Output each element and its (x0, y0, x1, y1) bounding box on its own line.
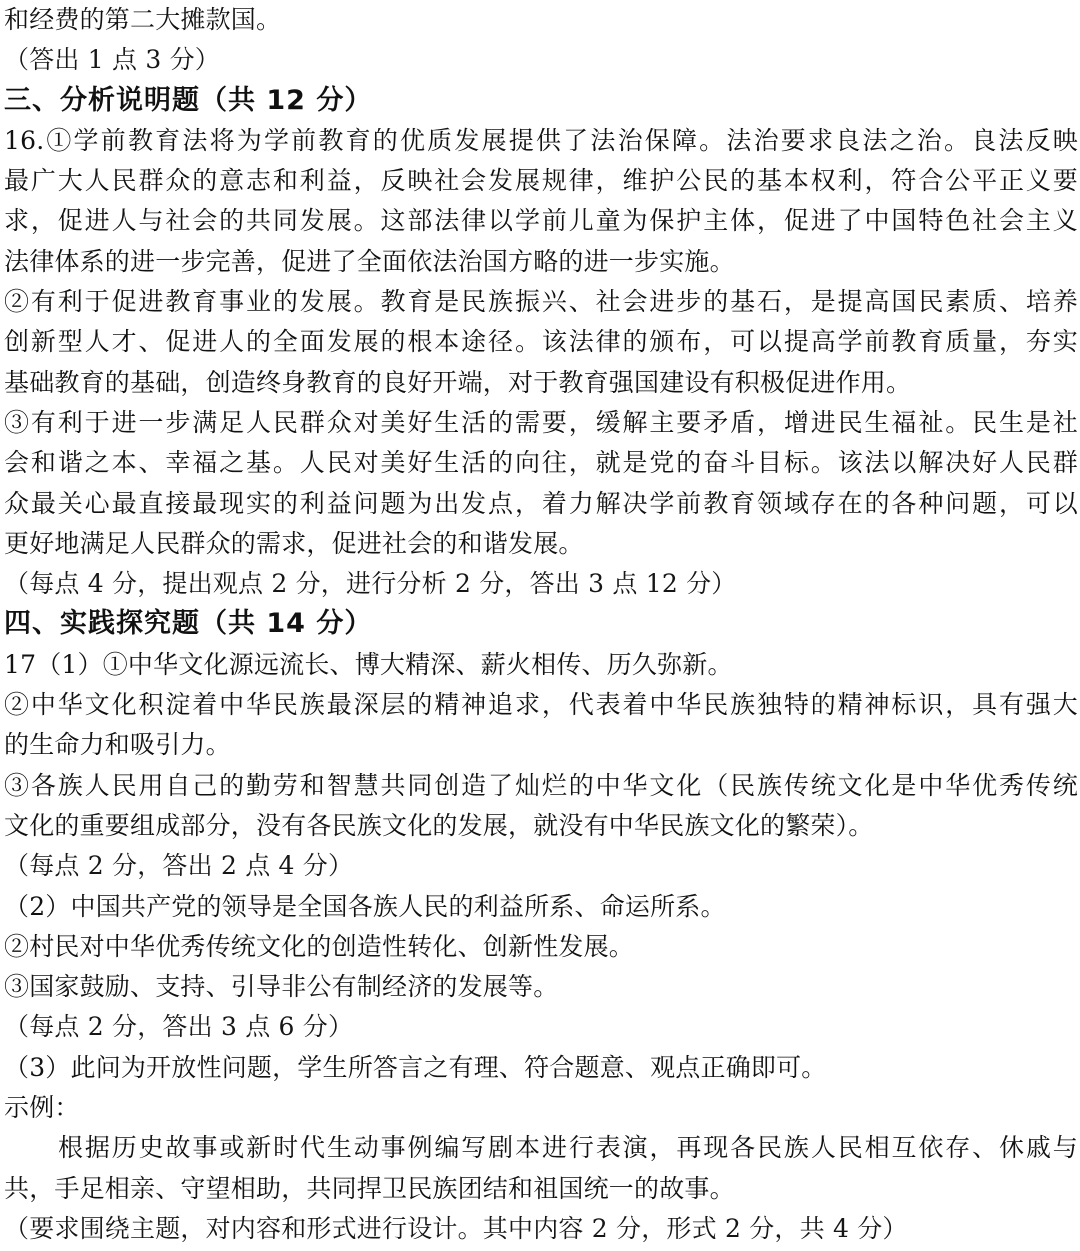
answer-16-point-3-line-4: 更好地满足人民群众的需求，促进社会的和谐发展。 (4, 528, 584, 558)
score-note-17-3: （要求围绕主题，对内容和形式进行设计。其中内容 2 分，形式 2 分，共 4 分） (4, 1213, 908, 1243)
example-text-line-2: 共，手足相亲、守望相助，共同捍卫民族团结和祖国统一的故事。 (4, 1173, 735, 1203)
answer-17-2-point-2: ②村民对中华优秀传统文化的创造性转化、创新性发展。 (4, 931, 635, 961)
score-note-section-two: （答出 1 点 3 分） (4, 45, 220, 75)
answer-16-point-1-line-4: 法律体系的进一步完善，促进了全面依法治国方略的进一步实施。 (4, 246, 735, 276)
answer-16-point-1-line-2: 最广大人民群众的意志和利益，反映社会发展规律，维护公民的基本权利，符合公平正义要 (4, 166, 1078, 196)
answer-17-3-intro: （3）此问为开放性问题，学生所答言之有理、符合题意、观点正确即可。 (4, 1052, 827, 1082)
answer-16-point-3-line-2: 会和谐之本、幸福之基。人民对美好生活的向往，就是党的奋斗目标。该法以解决好人民群 (4, 448, 1078, 478)
answer-17-2-point-1: （2）中国共产党的领导是全国各族人民的利益所系、命运所系。 (4, 891, 726, 921)
score-note-17-1: （每点 2 分，答出 2 点 4 分） (4, 851, 354, 881)
score-note-17-2: （每点 2 分，答出 3 点 6 分） (4, 1012, 354, 1042)
answer-document (4, 0, 1078, 1249)
answer-17-2-point-3: ③国家鼓励、支持、引导非公有制经济的发展等。 (4, 972, 559, 1002)
score-note-question-16: （每点 4 分，提出观点 2 分，进行分析 2 分，答出 3 点 12 分） (4, 569, 737, 599)
answer-16-point-2-line-1: ②有利于促进教育事业的发展。教育是民族振兴、社会进步的基石，是提高国民素质、培养 (4, 287, 1078, 317)
answer-17-1-point-1: 17（1）①中华文化源远流长、博大精深、薪火相传、历久弥新。 (4, 649, 733, 679)
example-text-line-1: 根据历史故事或新时代生动事例编写剧本进行表演，再现各民族人民相互依存、休戚与 (58, 1133, 1078, 1163)
answer-17-1-point-2-line-1: ②中华文化积淀着中华民族最深层的精神追求，代表着中华民族独特的精神标识，具有强大 (4, 690, 1078, 720)
answer-17-1-point-3-line-1: ③各族人民用自己的勤劳和智慧共同创造了灿烂的中华文化（民族传统文化是中华优秀传统 (4, 770, 1078, 800)
answer-16-point-2-line-3: 基础教育的基础，创造终身教育的良好开端，对于教育强国建设有积极促进作用。 (4, 367, 912, 397)
answer-16-point-1-line-3: 求，促进人与社会的共同发展。这部法律以学前儿童为保护主体，促进了中国特色社会主义 (4, 206, 1078, 236)
answer-17-1-point-3-line-2: 文化的重要组成部分，没有各民族文化的发展，就没有中华民族文化的繁荣）。 (4, 810, 874, 840)
section-heading-practice: 四、实践探究题（共 14 分） (4, 608, 373, 640)
answer-16-point-3-line-3: 众最关心最直接最现实的利益问题为出发点，着力解决学前教育领域存在的各种问题，可以 (4, 488, 1078, 518)
answer-16-point-1-line-1: 16.①学前教育法将为学前教育的优质发展提供了法治保障。法治要求良法之治。良法反映 (4, 125, 1078, 155)
answer-16-point-2-line-2: 创新型人才、促进人的全面发展的根本途径。该法律的颁布，可以提高学前教育质量，夯实 (4, 327, 1078, 357)
text-line-fee-ranking: 和经费的第二大摊款国。 (4, 5, 282, 34)
example-label: 示例： (4, 1093, 80, 1123)
answer-17-1-point-2-line-2: 的生命力和吸引力。 (4, 730, 231, 760)
section-heading-analysis: 三、分析说明题（共 12 分） (4, 84, 373, 116)
answer-16-point-3-line-1: ③有利于进一步满足人民群众对美好生活的需要，缓解主要矛盾，增进民生福祉。民生是社 (4, 407, 1078, 437)
